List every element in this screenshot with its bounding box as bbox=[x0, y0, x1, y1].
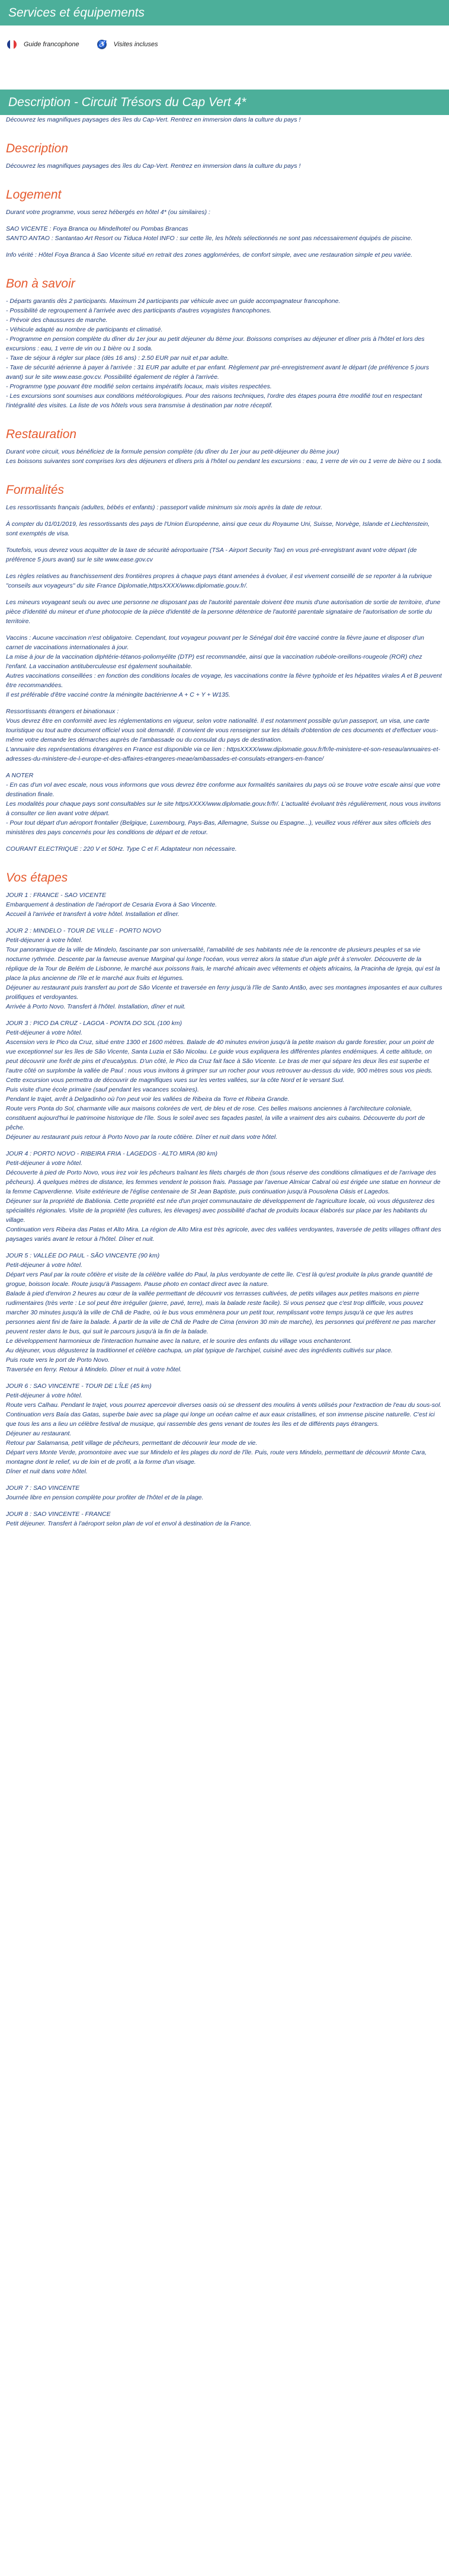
description-title: Description - Circuit Trésors du Cap Vert 4* bbox=[8, 95, 246, 109]
section-paragraph: Toutefois, vous devrez vous acquitter de la taxe de sécurité aéroportuaire (TSA - Airport Security Tax) en vous pré-enregistrant avant votre départ (de préférence 5 jours avant) sur le site www.ease.gov.cv bbox=[6, 547, 417, 563]
section-paragraph: Durant votre programme, vous serez hébergés en hôtel 4* (ou similaires) : bbox=[6, 209, 210, 216]
section-paragraph: JOUR 5 : VALLÉE DO PAUL - SÃO VINCENTE (90 km) Petit-déjeuner à votre hôtel. Départ vers Paul par la route côtière et visite de la célèbre vallée do Paul, la plus verdoyante de cette île. C'est là qu'est produite la plus grande quantité de grogue, boisson locale. Route jusqu'à Passagem. Pause photo en contact direct avec la nature. Balade à pied d'environ 2 heures au cœur de la vallée permettant de découvrir vos terrasses cultivées, de petits villages aux petites maisons en pierre rudimentaires (très verte : Le sol peut être irrégulier (pierre, pavé, terre), mais la balade reste facile). Si vous pensez que c'est trop difficile, vous pouvez marcher 30 minutes jusqu'à la ville de Chã de Padre, où le bus vous emmènera pour un petit tour, remplissant votre temps jusqu'à ce que les autres personnes aient fini de faire la balade. À partir de la ville de Chã de Padre de Cima (environ 30 min de marche), les personnes qui préfèrent ne pas marcher peuvent rester dans le bus, qui suit le parcours jusqu'à la fin de la balade. Le développement harmonieux de l'interaction humaine avec la nature, et le sourire des enfants du village vous enchanteront. Au déjeuner, vous dégusterez la traditionnel et célèbre cachupa, un plat typique de l'archipel, cuisiné avec des ingrédients cultivés sur place. Puis route vers le port de Porto Novo. Traversée en ferry. Retour à Mindelo. Dîner et nuit à votre hôtel. bbox=[6, 1252, 436, 1373]
sections bbox=[6, 141, 443, 1528]
section-paragraph: Découvrez les magnifiques paysages des îles du Cap-Vert. Rentrez en immersion dans la culture du pays ! bbox=[6, 162, 301, 170]
section-paragraph: JOUR 1 : FRANCE - SAO VICENTE Embarquement à destination de l'aéroport de Cesaria Evora à Sao Vincente. Accueil à l'arrivée et transfert à votre hôtel. Installation et dîner. bbox=[6, 892, 217, 918]
section bbox=[6, 870, 443, 1528]
section-paragraph: JOUR 7 : SAO VINCENTE Journée libre en pension complète pour profiter de l'hôtel et de la plage. bbox=[6, 1485, 204, 1501]
section-heading: Bon à savoir bbox=[6, 277, 75, 291]
section-paragraph: Les ressortissants français (adultes, bébés et enfants) : passeport valide minimum six mois après la date de retour. bbox=[6, 504, 323, 511]
section-paragraph: A NOTER - En cas d'un vol avec escale, nous vous informons que vous devrez être conforme aux formalités sanitaires du pays où se trouve votre escale ainsi que votre destination finale. Les modalités pour chaque pays sont consultables sur le site httpsXXXX/www.diplomatie.gouv.fr/fr/. L'actualité évoluant très régulièrement, nous vous invitons à consulter ce lien avant votre départ. - Pour tout départ d'un aéroport frontalier (Belgique, Luxembourg, Pays-Bas, Allemagne, Suisse ou Espagne...), veuillez vous référer aux sites officiels des ministères des pays concernés pour les conditions de départ et de retour. bbox=[6, 772, 441, 836]
france-flag-icon bbox=[7, 40, 17, 49]
section-heading: Logement bbox=[6, 188, 62, 202]
service-guide-label: Guide francophone bbox=[24, 41, 79, 48]
section-paragraph: Les mineurs voyageant seuls ou avec une personne ne disposant pas de l'autorité parentale doivent être munis d'une autorisation de sortie de territoire, d'une pièce d'identité du mineur et d'une photocopie de la pièce d'identité de la personne détentrice de l'autorité parentale signataire de l'autorisation de sortie du territoire. bbox=[6, 599, 441, 625]
section-paragraph: JOUR 4 : PORTO NOVO - RIBEIRA FRIA - LAGEDOS - ALTO MIRA (80 km) Petit-déjeuner à votre hôtel. Découverte à pied de Porto Novo, vous irez voir les pêcheurs traînant les filets chargés de thon (sous réserve des conditions climatiques et de l'arrivage des pêcheurs). À quelques mètres de distance, les femmes vendent le poisson frais. Passage par l'avenue Almicar Cabral où est érigée une statue en honneur de la femme Capverdienne. Visite extérieure de l'église centenaire de St Jean Baptiste, puis continuation jusqu'à Pousolena Oásis et Lagedos. Déjeuner sur la propriété de Bablionia. Cette propriété est née d'un projet communautaire de développement de l'agriculture locale, où vous dégusterez des spécialités régionales. Visite de la propriété (les cultures, les élevages) avec possibilité d'achat de produits locaux élaborés sur place par les habitants du village. Continuation vers Ribeira das Patas et Alto Mira. La région de Alto Mira est très agricole, avec des vallées verdoyantes, traversée de petits villages offrant des paysages variés avant le retour à l'hôtel. Dîner et nuit. bbox=[6, 1150, 441, 1243]
section-paragraph: Ressortissants étrangers et binationaux : Vous devrez être en conformité avec les réglementations en vigueur, selon votre nationalité. Il est notamment possible qu'un passeport, un visa, une carte touristique ou tout autre document officiel vous soit demandé. Il convient de vous renseigner sur les détails d'obtention de ces documents et d'effectuer vous-même votre demande les démarches auprès de l'ambassade ou du consulat du pays de destination. L'annuaire des représentations étrangères en France est disponible via ce lien : httpsXXXX/www.diplomatie.gouv.fr/fr/le-ministere-et-son-reseau/annuaires-et-adresses-du-ministere-de-l-europe-et-des-affaires-etrangeres-meae/ambassades-et-consulats-etrangers-en-france/ bbox=[6, 708, 441, 762]
services-title: Services et équipements bbox=[8, 6, 145, 20]
section bbox=[6, 276, 443, 410]
section-paragraph: JOUR 2 : MINDELO - TOUR DE VILLE - PORTO NOVO Petit-déjeuner à votre hôtel. Tour panoramique de la ville de Mindelo, fascinante par son universalité, l'amabilité de ses habitants née de la rencontre de plusieurs peuples et sa vie nocturne rythmée. Descente par la fameuse avenue Marginal qui longe l'océan, vous verrez alors la statue d'un aigle prêt à s'envoler. Découverte de la réplique de la Tour de Belém de Lisbonne, le marché aux poissons frais, le marché africain avec vêtements et objets africains, la Pracinha de Igreja, qui est la place la plus ancienne de l'île et le marché aux fruits et légumes. Déjeuner au restaurant puis transfert au port de São Vicente et traversée en ferry jusqu'à l'île de Santo Antão, avec ses montagnes imposantes et aux cultures prolifiques et verdoyantes. Arrivée à Porto Novo. Transfert à l'hôtel. Installation, dîner et nuit. bbox=[6, 927, 442, 1010]
description-lead: Découvrez les magnifiques paysages des îles du Cap-Vert. Rentrez en immersion dans la culture du pays ! bbox=[6, 116, 301, 123]
section-paragraph: - Départs garantis dès 2 participants. Maximum 24 participants par véhicule avec un guide accompagnateur francophone. - Possibilité de regroupement à l'arrivée avec des participants d'autres voyagistes francophones. - Prévoir des chaussures de marche. - Véhicule adapté au nombre de participants et climatisé. - Programme en pension complète du dîner du 1er jour au petit déjeuner du 8ème jour. Boissons comprises au déjeuner et dîner pris à l'hôtel et lors des excursions : eau, 1 verre de vin ou 1 bière ou 1 soda. - Taxe de séjour à régler sur place (dès 16 ans) : 2.50 EUR par nuit et par adulte. - Taxe de sécurité aérienne à payer à l'arrivée : 31 EUR par adulte et par enfant. Règlement par pré-enregistrement avant le départ (de préférence 5 jours avant) sur le site www.ease.gov.cv. Possibilité également de régler à l'arrivée. - Programme type pouvant être modifié selon certains impératifs locaux, mais visites respectées. - Les excursions sont soumises aux conditions météorologiques. Pour des raisons techniques, l'ordre des étapes pourra être modifié tout en respectant l'intégralité des visites. La liste de vos hôtels vous sera transmise à destination par notre réceptif. bbox=[6, 298, 429, 409]
section-paragraph: À compter du 01/01/2019, les ressortissants des pays de l'Union Européenne, ainsi que ceux du Royaume Uni, Suisse, Norvège, Islande et Liechtenstein, sont exemptés de visa. bbox=[6, 521, 430, 537]
section-paragraph: COURANT ELECTRIQUE : 220 V et 50Hz. Type C et F. Adaptateur non nécessaire. bbox=[6, 845, 237, 853]
services-header bbox=[0, 0, 449, 25]
section-paragraph: Info vérité : Hôtel Foya Branca à Sao Vicente situé en retrait des zones agglomérées, de confort simple, avec une restauration simple et peu variée. bbox=[6, 251, 413, 258]
section-paragraph: Vaccins : Aucune vaccination n'est obligatoire. Cependant, tout voyageur pouvant per le Sénégal doit être vacciné contre la fièvre jaune et disposer d'un carnet de vaccinations internationales à jour. La mise à jour de la vaccination diphtérie-tétanos-poliomyélite (DTP) est recommandée, ainsi que la vaccination rubéole-oreillons-rougeole (ROR) chez l'enfant. La vaccination antituberculeuse est également souhaitable. Autres vaccinations conseillées : en fonction des conditions locales de voyage, les vaccinations contre la fièvre typhoïde et les hépatites virales A et B peuvent être recommandées. Il est préférable d'être vacciné contre la méningite bactérienne A + C + Y + W135. bbox=[6, 634, 442, 698]
section-paragraph: SAO VICENTE : Foya Branca ou Mindelhotel ou Pombas Brancas SANTO ANTAO : Santantao Art Resort ou Tiduca Hotel INFO : sur cette île, les hôtels sélectionnés ne sont pas nécessairement équipés de piscine. bbox=[6, 225, 413, 242]
section bbox=[6, 141, 443, 171]
section-paragraph: Les règles relatives au franchissement des frontières propres à chaque pays étant amenées à évoluer, il est vivement conseillé de se reporter à la rubrique "conseils aux voyageurs" du site France Diplomatie,httpsXXXX/www.diplomatie.gouv.fr/. bbox=[6, 573, 432, 589]
service-visits-label: Visites incluses bbox=[113, 41, 158, 48]
service-guide bbox=[7, 40, 79, 49]
section-heading: Vos étapes bbox=[6, 871, 68, 885]
section-paragraph: JOUR 6 : SAO VINCENTE - TOUR DE L'ÎLE (45 km) Petit-déjeuner à votre hôtel. Route vers Calhau. Pendant le trajet, vous pourrez apercevoir diverses oasis où se dressent des moulins à vents utilisés pour l'extraction de l'eau du sous-sol. Continuation vers Baía das Gatas, superbe baie avec sa plage qui longe un océan calme et aux eaux cristallines, et son immense piscine naturelle. C'est ici que tous les ans a lieu un célèbre festival de musique, qui rassemble des gens venant de toutes les îles et de différents pays étrangers. Déjeuner au restaurant. Retour par Salamansa, petit village de pêcheurs, permettant de découvrir leur mode de vie. Départ vers Monte Verde, promontoire avec vue sur Mindelo et les plages du nord de l'île. Puis, route vers Mindelo, permettant de découvrir Monte Cara, montagne dont le relief, vu de loin et de profil, a la forme d'un visage. Dîner et nuit dans votre hôtel. bbox=[6, 1383, 442, 1475]
content bbox=[0, 115, 449, 1528]
services-list bbox=[0, 25, 449, 66]
section bbox=[6, 187, 443, 260]
wheelchair-icon: ♿ bbox=[97, 41, 106, 48]
section-paragraph: JOUR 8 : SAO VINCENTE - FRANCE Petit déjeuner. Transfert à l'aéroport selon plan de vol et envol à destination de la France. bbox=[6, 1511, 252, 1527]
service-visits bbox=[97, 40, 158, 49]
description-header bbox=[0, 90, 449, 115]
section-heading: Description bbox=[6, 142, 69, 155]
section bbox=[6, 427, 443, 466]
section bbox=[6, 483, 443, 854]
section-paragraph: Durant votre circuit, vous bénéficiez de la formule pension complète (du dîner du 1er jour au petit-déjeuner du 8ème jour) Les boissons suivantes sont comprises lors des déjeuners et dîners pris à l'hôtel ou pendant les excursions : eau, 1 verre de vin ou 1 verre de bière ou 1 soda. bbox=[6, 448, 442, 465]
section-paragraph: JOUR 3 : PICO DA CRUZ - LAGOA - PONTA DO SOL (100 km) Petit-déjeuner à votre hôtel. Ascension vers le Pico da Cruz, situé entre 1300 et 1600 mètres. Balade de 40 minutes environ jusqu'à la petite maison du garde forestier, pour un point de vue exceptionnel sur les îles de São Vicente, Santa Luzia et São Nicolau. Le guide vous expliquera les différentes plantes endémiques. À cette altitude, on peut découvrir une forêt de pins et d'eucalyptus. D'un côté, le Pico da Cruz fait face à São Vicente. Le bras de mer qui sépare les deux îles est superbe et l'autre côté on surplombe la vallée de Paul : nous vous invitons à grimper sur un rocher pour vous retrouver au-dessus du vide, 900 mètres sous vos pieds. Cette excursion vous permettra de découvrir de magnifiques vues sur les vertes vallées, sur la côte Nord et le versant Sud. Puis visite d'une école primaire (sauf pendant les vacances scolaires). Pendant le trajet, arrêt à Delgadinho où l'on peut voir les vallées de Ribeira da Torre et Ribeira Grande. Route vers Ponta do Sol, charmante ville aux maisons colorées de vert, de bleu et de rose. Ces belles maisons anciennes à l'architecture coloniale, constituent aujourd'hui le patrimoine historique de l'île. Sous le soleil avec ses façades pastel, la ville a vraiment des airs cubains. Découverte du port de pêche. Déjeuner au restaurant puis retour à Porto Novo par la route côtière. Dîner et nuit dans votre hôtel. bbox=[6, 1020, 434, 1141]
section-heading: Formalités bbox=[6, 483, 65, 497]
section-heading: Restauration bbox=[6, 427, 77, 441]
